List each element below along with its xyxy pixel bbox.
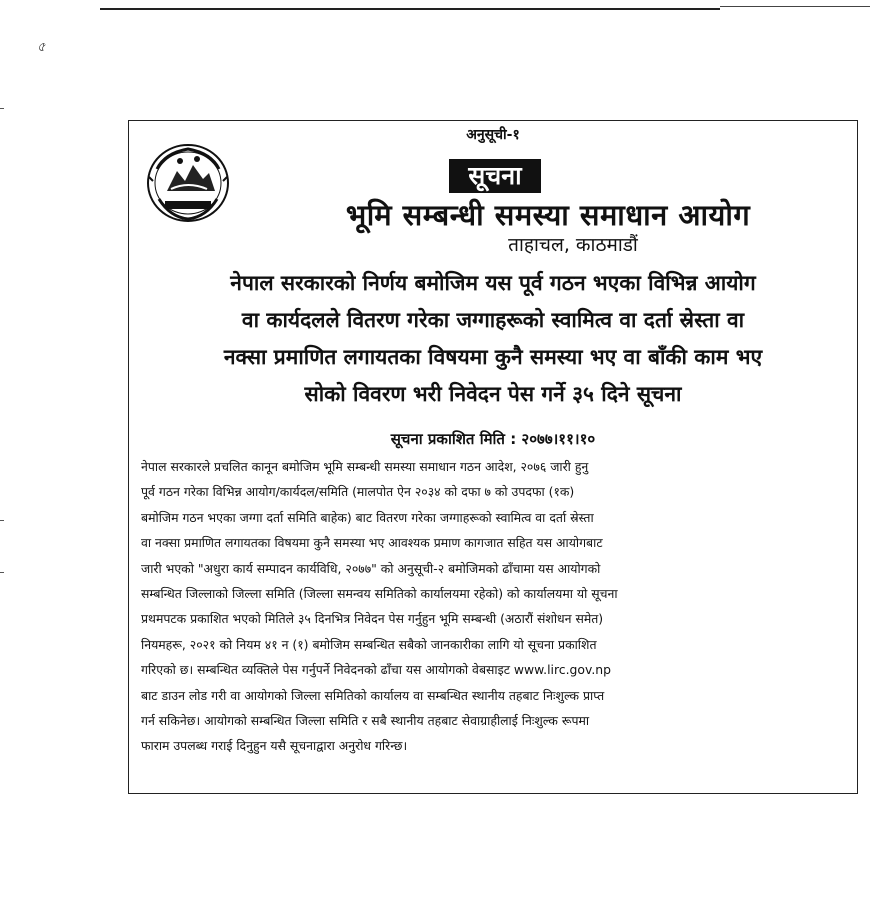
nepal-emblem-icon: [145, 139, 231, 223]
headline-line: वा कार्यदलले वितरण गरेका जग्गाहरूको स्वामित्व वा दर्ता स्रेस्ता वा: [241, 308, 745, 332]
body-line: पूर्व गठन गरेका विभिन्न आयोग/कार्यदल/समिति (मालपोत ऐन २०३४ को दफा ७ को उपदफा (१क): [141, 484, 575, 500]
scan-edge-line-thin: [720, 6, 870, 7]
scan-tick: [0, 108, 4, 109]
body-line: नियमहरू, २०२१ को नियम ४१ न (१) बमोजिम सम्बन्धित सबैको जानकारीका लागि यो सूचना प्रकाशित: [141, 636, 597, 652]
body-line: बाट डाउन लोड गरी वा आयोगको जिल्ला समितिको कार्यालय वा सम्बन्धित स्थानीय तहबाट निःशुल्क प्राप्त: [141, 687, 605, 703]
body-line: वा नक्सा प्रमाणित लगायतका विषयमा कुनै समस्या भए आवश्यक प्रमाण कागजात सहित यस आयोगबाट: [141, 535, 603, 551]
commission-address: ताहाचल, काठमाडौं: [508, 234, 638, 256]
notice-headline: [143, 265, 843, 413]
body-line: गरिएको छ। सम्बन्धित व्यक्तिले पेस गर्नुपर्ने निवेदनको ढाँचा यस आयोगको वेबसाइट www.lirc.gov.np: [141, 662, 612, 678]
body-line: जारी भएको "अधुरा कार्य सम्पादन कार्यविधि, २०७७" को अनुसूची-२ बमोजिमको ढाँचामा यस आयोगको: [141, 560, 601, 576]
body-line: बमोजिम गठन भएका जग्गा दर्ता समिति बाहेक) बाट वितरण गरेका जग्गाहरूको स्वामित्व वा दर्ता स्रेस्ता: [141, 509, 594, 525]
margin-mark: ৫: [37, 40, 46, 55]
headline-line: सोको विवरण भरी निवेदन पेस गर्ने ३५ दिने सूचना: [304, 382, 682, 406]
body-line: नेपाल सरकारले प्रचलित कानून बमोजिम भूमि सम्बन्धी समस्या समाधान गठन आदेश, २०७६ जारी हुनु: [141, 459, 589, 474]
body-line: प्रथमपटक प्रकाशित भएको मितिले ३५ दिनभित्र निवेदन पेस गर्नुहुन भूमि सम्बन्धी (अठारौं संशोधन समेत): [141, 611, 604, 627]
scan-tick: [0, 520, 4, 521]
scan-edge-line: [100, 8, 720, 10]
body-line: गर्न सकिनेछ। आयोगको सम्बन्धित जिल्ला समिति र सबै स्थानीय तहबाट सेवाग्राहीलाई निःशुल्क रूपमा: [141, 713, 590, 729]
body-line: फाराम उपलब्ध गराई दिनुहुन यसै सूचनाद्वारा अनुरोध गरिन्छ।: [141, 738, 408, 754]
headline-line: नक्सा प्रमाणित लगायतका विषयमा कुनै समस्या भए वा बाँकी काम भए: [223, 345, 763, 369]
notice-box: [128, 120, 858, 794]
scan-tick: [0, 572, 4, 573]
notice-body: [141, 454, 847, 759]
schedule-label: अनुसूची-१: [466, 127, 520, 143]
published-date: सूचना प्रकाशित मिति : २०७७।११।१०: [390, 430, 596, 448]
headline-line: नेपाल सरकारको निर्णय बमोजिम यस पूर्व गठन भएका विभिन्न आयोग: [230, 271, 756, 295]
body-line: सम्बन्धित जिल्लाको जिल्ला समिति (जिल्ला समन्वय समितिको कार्यालयमा रहेको) को कार्यालयमा यो सूचना: [141, 586, 618, 602]
commission-name: भूमि सम्बन्धी समस्या समाधान आयोग: [345, 198, 751, 232]
notice-badge: सूचना: [449, 159, 541, 193]
